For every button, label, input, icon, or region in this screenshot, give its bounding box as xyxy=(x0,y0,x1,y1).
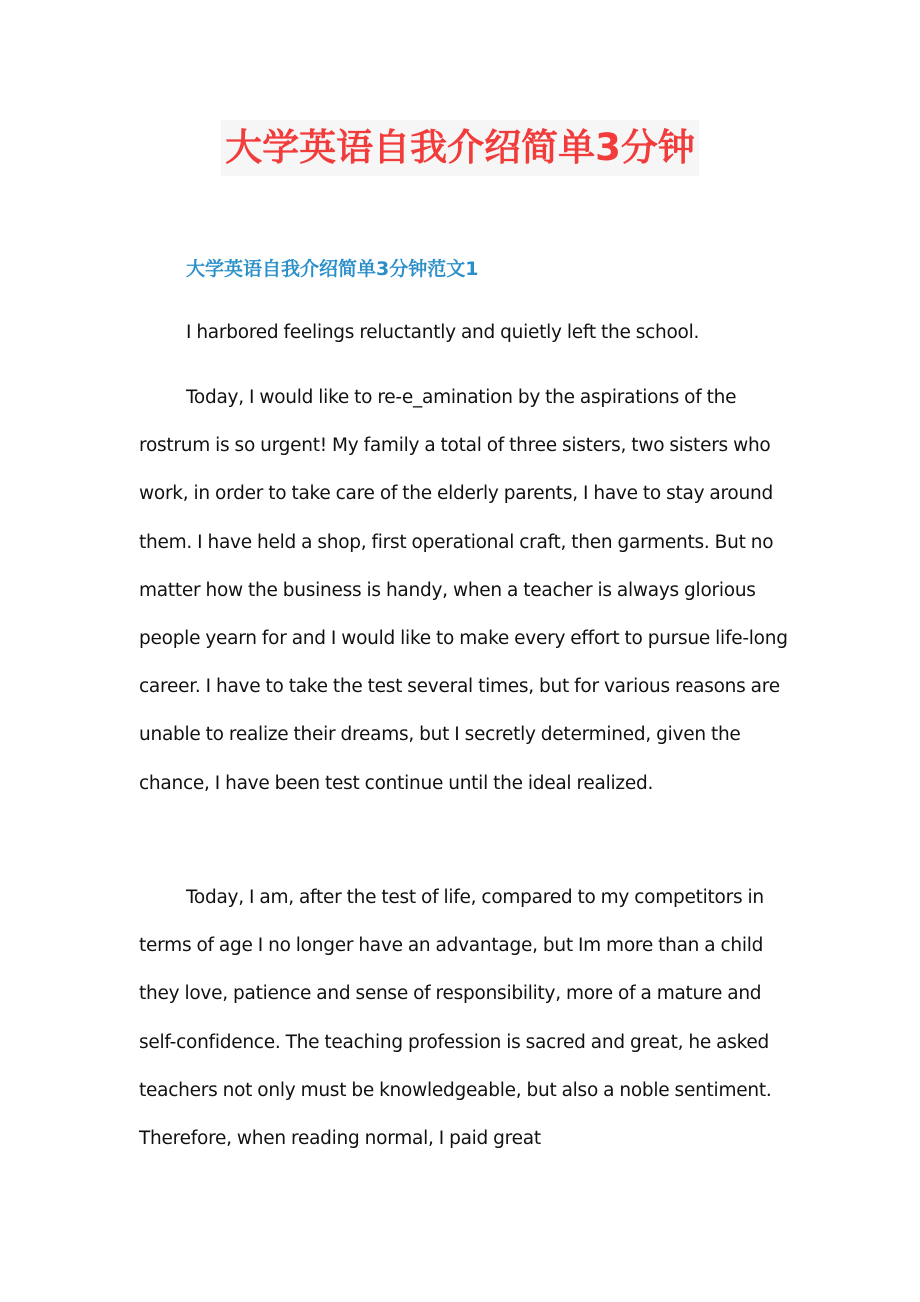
title-container xyxy=(0,120,920,176)
paragraph-2: Today, I would like to re-e_amination by the aspirations of the rostrum is so urgent! My family a total of three sisters, two sisters who work, in order to take care of the elderly parents, I have to stay around them. I have held a shop, first operational craft, then garments. But no matter how the business is handy, when a teacher is always glorious people yearn for and I would like to make every effort to pursue life-long career. I have to take the test several times, but for various reasons are unable to realize their dreams, but I secretly determined, given the chance, I have been test continue until the ideal realized. xyxy=(139,387,788,794)
paragraph-1-block xyxy=(139,309,789,357)
paragraph-1: I harbored feelings reluctantly and quietly left the school. xyxy=(186,322,700,343)
paragraph-3-block xyxy=(139,874,789,1163)
paragraph-2-block xyxy=(139,374,789,808)
paragraph-3: Today, I am, after the test of life, compared to my competitors in terms of age I no longer have an advantage, but Im more than a child they love, patience and sense of responsibility, more of a mature and self-confidence. The teaching profession is sacred and great, he asked teachers not only must be knowledgeable, but also a noble sentiment. Therefore, when reading normal, I paid great xyxy=(139,887,772,1150)
document-title: 大学英语自我介绍简单3分钟 xyxy=(221,120,699,176)
section-heading: 大学英语自我介绍简单3分钟范文1 xyxy=(186,258,479,280)
